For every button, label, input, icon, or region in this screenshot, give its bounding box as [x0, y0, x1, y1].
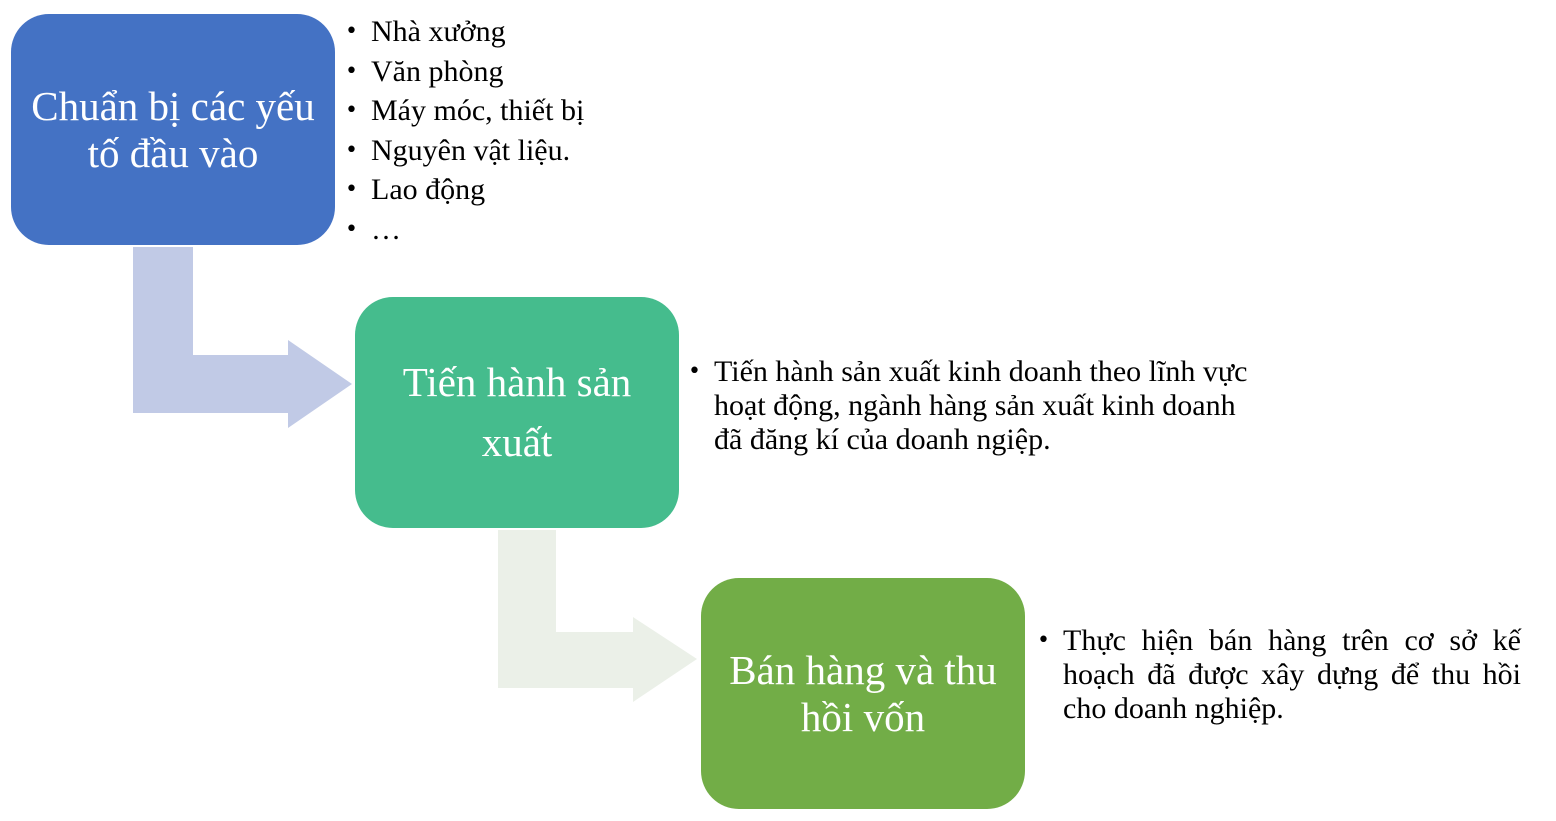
- step-box-production: [355, 297, 679, 528]
- list-item: • …: [345, 210, 645, 250]
- bullet-icon: •: [345, 98, 358, 123]
- production-list: [688, 355, 1258, 457]
- step-title-sales: Bán hàng và thu hồi vốn: [729, 647, 997, 740]
- prepare-inputs-list: [345, 12, 645, 249]
- list-item: • Lao động: [345, 170, 645, 210]
- bullet-icon: •: [345, 216, 358, 242]
- connector-arrow-2: [498, 530, 697, 702]
- list-item: • Nhà xưởng: [345, 12, 645, 52]
- step-box-prepare-inputs: [11, 14, 335, 245]
- step-box-sales: [701, 578, 1025, 809]
- step-title-production: Tiến hành sản xuất: [402, 359, 632, 465]
- list-item: • Máy móc, thiết bị: [345, 91, 645, 131]
- list-item: • Văn phòng: [345, 52, 645, 92]
- bullet-icon: •: [688, 359, 701, 384]
- bullet-icon: •: [345, 137, 358, 163]
- bullet-icon: •: [345, 19, 358, 44]
- bullet-icon: •: [345, 58, 358, 84]
- list-item: • Tiến hành sản xuất kinh doanh theo lĩnh vực hoạt động, ngành hàng sản xuất kinh doanh đã đăng kí của doanh ngiệp.: [688, 355, 1248, 456]
- list-item: • Nguyên vật liệu.: [345, 131, 645, 171]
- bullet-icon: •: [1037, 628, 1050, 653]
- connector-arrow-1: [133, 247, 352, 428]
- bullet-icon: •: [345, 177, 358, 202]
- list-item: • Thực hiện bán hàng trên cơ sở kế hoạch đã được xây dựng để thu hồi cho doanh nghiệp.: [1037, 624, 1521, 725]
- sales-list: [1037, 624, 1521, 726]
- step-title-prepare-inputs: Chuẩn bị các yếu tố đầu vào: [31, 83, 315, 176]
